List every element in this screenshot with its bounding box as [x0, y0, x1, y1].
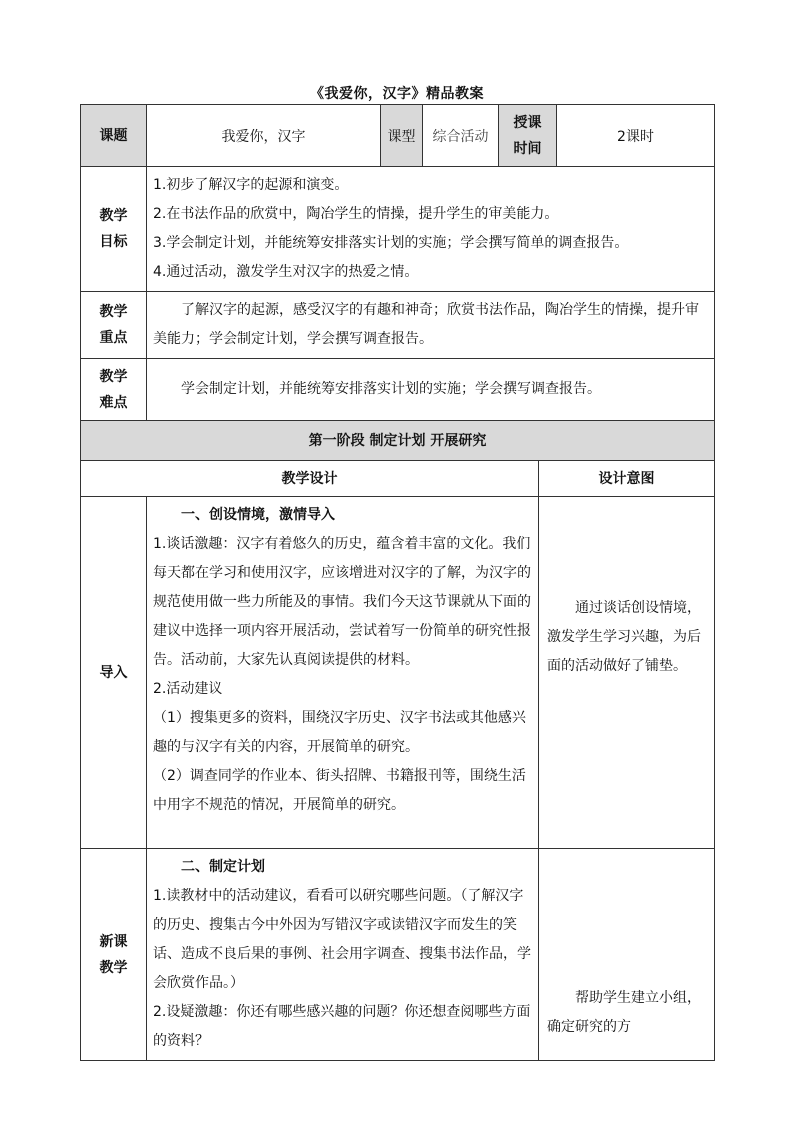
objective-item: 4.通过活动，激发学生对汉字的热爱之情。: [153, 264, 419, 280]
intro-paragraph: （2）调查同学的作业本、街头招牌、书籍报刊等，围绕生活中用字不规范的情况，开展简单的研究。: [153, 768, 526, 813]
intro-intent: [539, 497, 715, 849]
objectives-label-line-2: 目标: [99, 234, 128, 250]
key-points-row: [81, 292, 715, 359]
time-label: [499, 105, 557, 167]
new-lesson-intent: [539, 849, 715, 1061]
intro-label: 导入: [81, 497, 147, 849]
time-value: 2课时: [557, 105, 715, 167]
new-lesson-paragraph: 1.读教材中的活动建议，看看可以研究哪些问题。（了解汉字的历史、搜集古今中外因为写错汉字或读错汉字而发生的笑话、造成不良后果的事例、社会用字调查、搜集书法作品，学会欣赏作品。）: [153, 888, 531, 991]
design-header-row: [81, 461, 715, 497]
objective-item: 3.学会制定计划，并能统筹安排落实计划的实施；学会撰写简单的调查报告。: [153, 235, 629, 251]
type-label: 课型: [381, 105, 423, 167]
key-points-content: [147, 292, 715, 359]
new-lesson-content: [147, 849, 539, 1061]
header-row: [81, 105, 715, 167]
type-value: 综合活动: [423, 105, 499, 167]
new-lesson-intent-text: 帮助学生建立小组，确定研究的方: [547, 990, 701, 1035]
time-label-line-2: 时间: [513, 140, 542, 157]
lesson-value: 我爱你，汉字: [147, 105, 381, 167]
difficulties-text: 学会制定计划，并能统筹安排落实计划的实施；学会撰写调查报告。: [181, 381, 601, 397]
document-title: 《我爱你，汉字》精品教案: [310, 86, 484, 102]
stage-title: 第一阶段 制定计划 开展研究: [81, 421, 715, 461]
new-lesson-heading: 二、制定计划: [181, 859, 265, 875]
objectives-label: [81, 167, 147, 292]
intro-paragraph: 1.谈话激趣：汉字有着悠久的历史，蕴含着丰富的文化。我们每天都在学习和使用汉字，应该增进对汉字的了解，为汉字的规范使用做一些力所能及的事情。我们今天这节课就从下面的建议中选择一项内容开展活动，尝试着写一份简单的研究性报告。活动前，大家先认真阅读提供的材料。: [153, 536, 531, 668]
design-header-right: 设计意图: [539, 461, 715, 497]
new-lesson-label-line-2: 教学: [99, 959, 128, 976]
objective-item: 2.在书法作品的欣赏中，陶冶学生的情操，提升学生的审美能力。: [153, 206, 559, 222]
difficulties-label: [81, 359, 147, 421]
difficulties-content: [147, 359, 715, 421]
new-lesson-label: [81, 849, 147, 1061]
intro-row: [81, 497, 715, 849]
key-points-label-line-1: 教学: [99, 304, 128, 320]
lesson-label: 课题: [81, 105, 147, 167]
new-lesson-label-line-1: 新课: [99, 933, 128, 950]
key-points-label: [81, 292, 147, 359]
intro-intent-text: 通过谈话创设情境，激发学生学习兴趣，为后面的活动做好了铺垫。: [547, 600, 701, 674]
intro-content: [147, 497, 539, 849]
objectives-content: [147, 167, 715, 292]
intro-paragraph: 2.活动建议: [153, 681, 223, 697]
difficulties-row: [81, 359, 715, 421]
difficulties-label-line-1: 教学: [99, 368, 128, 385]
intro-paragraph: （1）搜集更多的资料，围绕汉字历史、汉字书法或其他感兴趣的与汉字有关的内容，开展简单的研究。: [153, 710, 526, 755]
stage-row: [81, 421, 715, 461]
key-points-label-line-2: 重点: [99, 330, 128, 346]
lesson-plan-table: [80, 104, 715, 1061]
new-lesson-row: [81, 849, 715, 1061]
design-header-left: 教学设计: [81, 461, 539, 497]
new-lesson-paragraph: 2.设疑激趣：你还有哪些感兴趣的问题？你还想查阅哪些方面的资料？: [153, 1004, 531, 1049]
intro-heading: 一、创设情境，激情导入: [181, 507, 335, 523]
objectives-label-line-1: 教学: [99, 208, 128, 224]
time-label-line-1: 授课: [513, 114, 542, 131]
objective-item: 1.初步了解汉字的起源和演变。: [153, 177, 349, 193]
key-points-text: 了解汉字的起源，感受汉字的有趣和神奇；欣赏书法作品，陶冶学生的情操，提升审美能力；学会制定计划，学会撰写调查报告。: [153, 302, 699, 347]
difficulties-label-line-2: 难点: [99, 394, 128, 411]
objectives-row: [81, 167, 715, 292]
